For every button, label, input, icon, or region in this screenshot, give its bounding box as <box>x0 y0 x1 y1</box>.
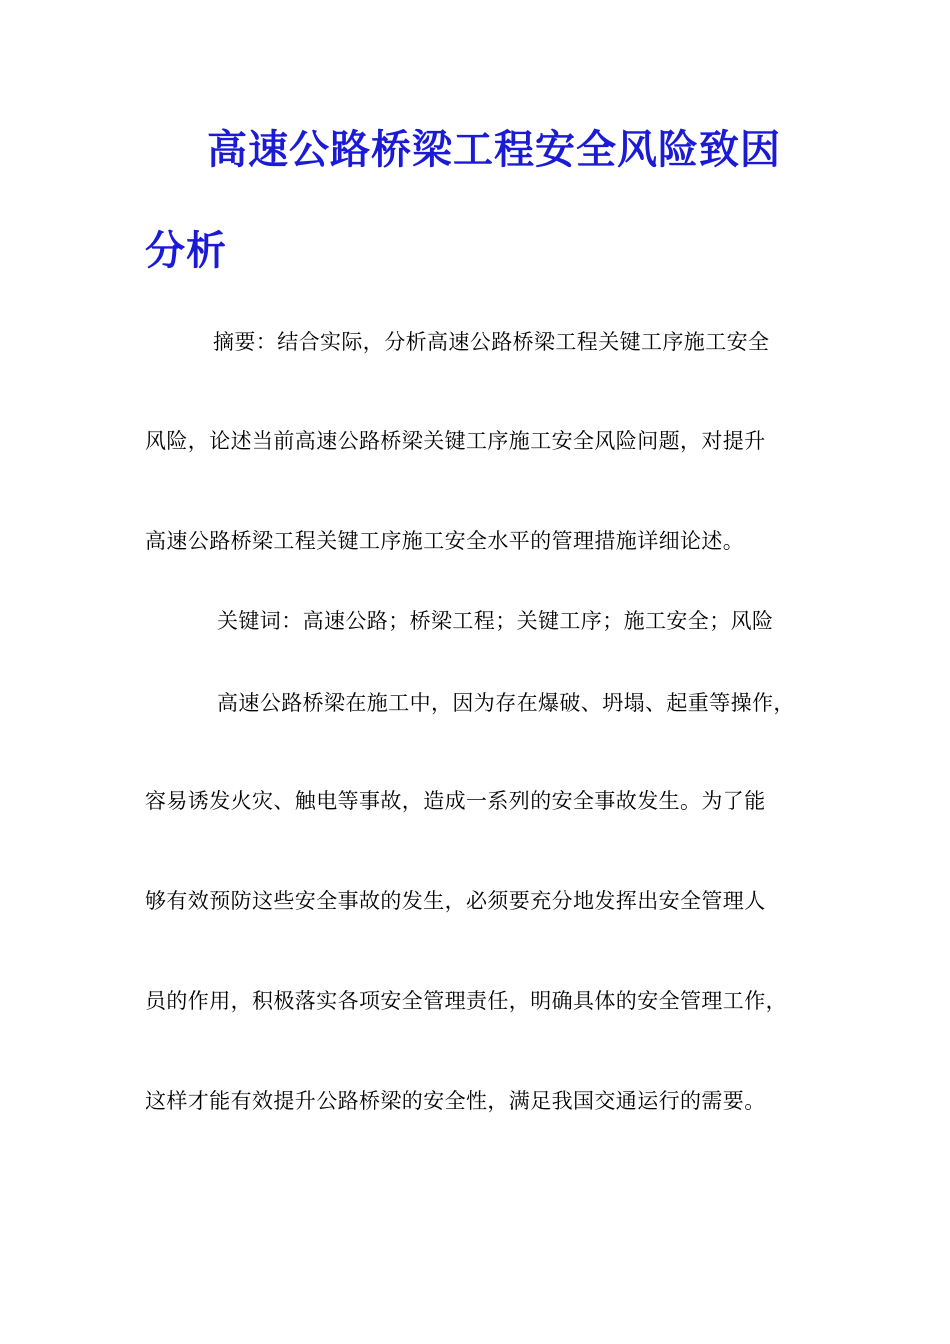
body-line-5: 这样才能有效提升公路桥梁的安全性，满足我国交通运行的需要。 <box>145 1089 766 1113</box>
body-line-1: 高速公路桥梁在施工中，因为存在爆破、坍塌、起重等操作， <box>217 691 795 715</box>
keywords-line: 关键词：高速公路；桥梁工程；关键工序；施工安全；风险 <box>217 609 774 633</box>
body-line-4: 员的作用，积极落实各项安全管理责任，明确具体的安全管理工作， <box>145 989 787 1013</box>
abstract-line-3: 高速公路桥梁工程关键工序施工安全水平的管理措施详细论述。 <box>145 529 745 553</box>
document-title-line-2: 分析 <box>145 227 227 274</box>
abstract-line-1: 摘要：结合实际，分析高速公路桥梁工程关键工序施工安全 <box>213 330 770 354</box>
body-line-2: 容易诱发火灾、触电等事故，造成一系列的安全事故发生。为了能 <box>145 789 766 813</box>
abstract-line-2: 风险，论述当前高速公路桥梁关键工序施工安全风险问题，对提升 <box>145 429 766 453</box>
document-title-line-1: 高速公路桥梁工程安全风险致因 <box>207 126 781 173</box>
body-line-3: 够有效预防这些安全事故的发生，必须要充分地发挥出安全管理人 <box>145 889 766 913</box>
